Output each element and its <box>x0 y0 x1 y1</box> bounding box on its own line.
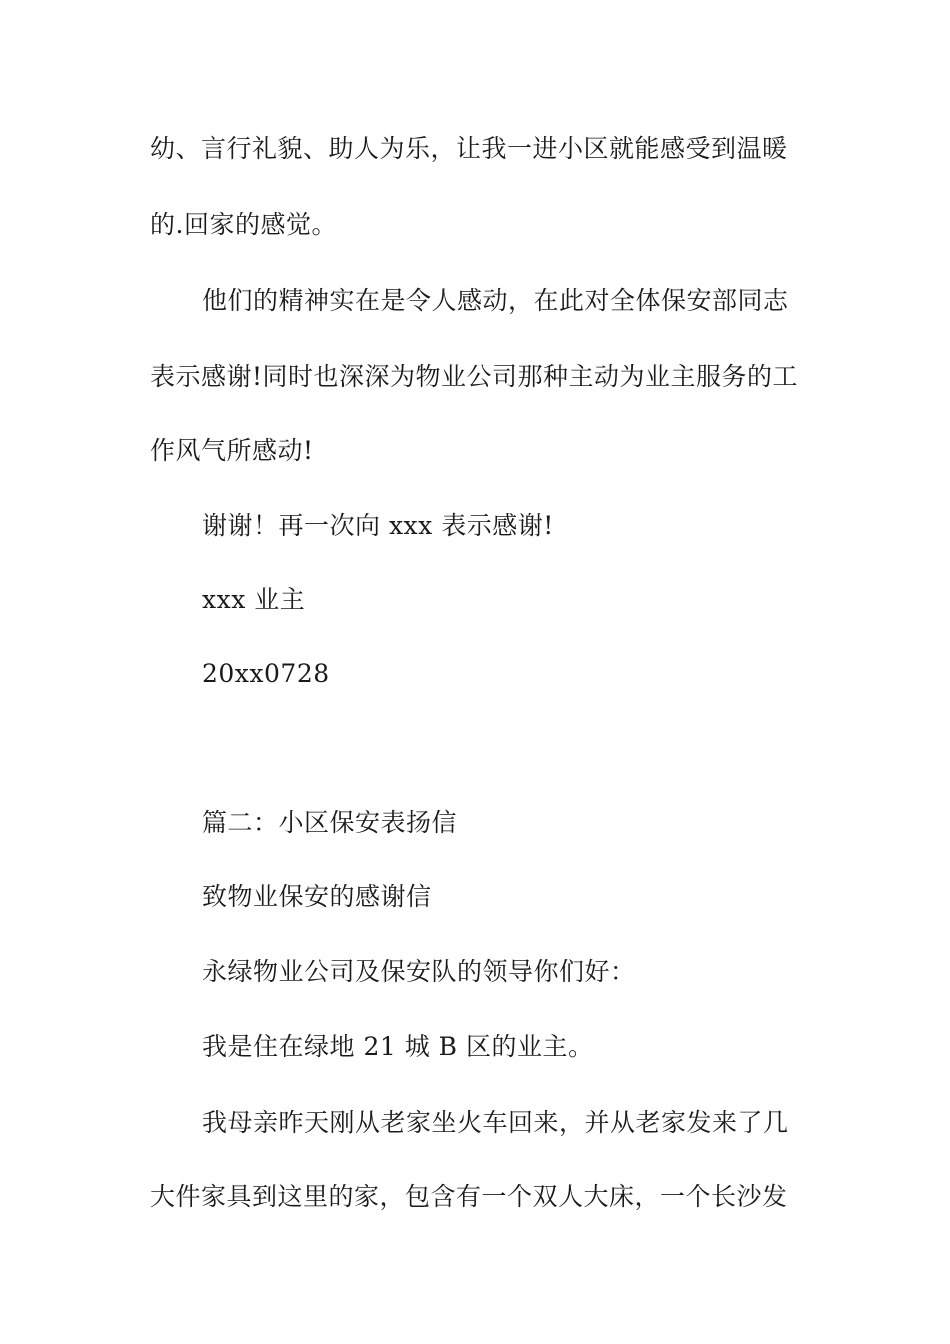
closing-thanks: 谢谢！再一次向 xxx 表示感谢! <box>202 511 554 540</box>
signature-name: xxx 业主 <box>202 585 306 614</box>
paragraph-line: 他们的精神实在是令人感动，在此对全体保安部同志 <box>202 286 789 315</box>
section-heading: 篇二：小区保安表扬信 <box>202 808 458 837</box>
signature-date: 20xx0728 <box>202 659 330 688</box>
paragraph-line: 的.回家的感觉。 <box>150 210 337 239</box>
paragraph-line: 大件家具到这里的家，包含有一个双人大床，一个长沙发 <box>150 1182 788 1211</box>
paragraph-line: 作风气所感动! <box>150 436 314 465</box>
paragraph-line: 幼、言行礼貌、助人为乐，让我一进小区就能感受到温暖 <box>150 134 788 163</box>
paragraph-line: 我母亲昨天刚从老家坐火车回来，并从老家发来了几 <box>202 1108 789 1137</box>
paragraph-line: 表示感谢!同时也深深为物业公司那种主动为业主服务的工 <box>150 362 799 391</box>
letter-title: 致物业保安的感谢信 <box>202 882 432 911</box>
paragraph-line: 我是住在绿地 21 城 B 区的业主。 <box>202 1032 594 1061</box>
letter-salutation: 永绿物业公司及保安队的领导你们好： <box>202 957 636 986</box>
